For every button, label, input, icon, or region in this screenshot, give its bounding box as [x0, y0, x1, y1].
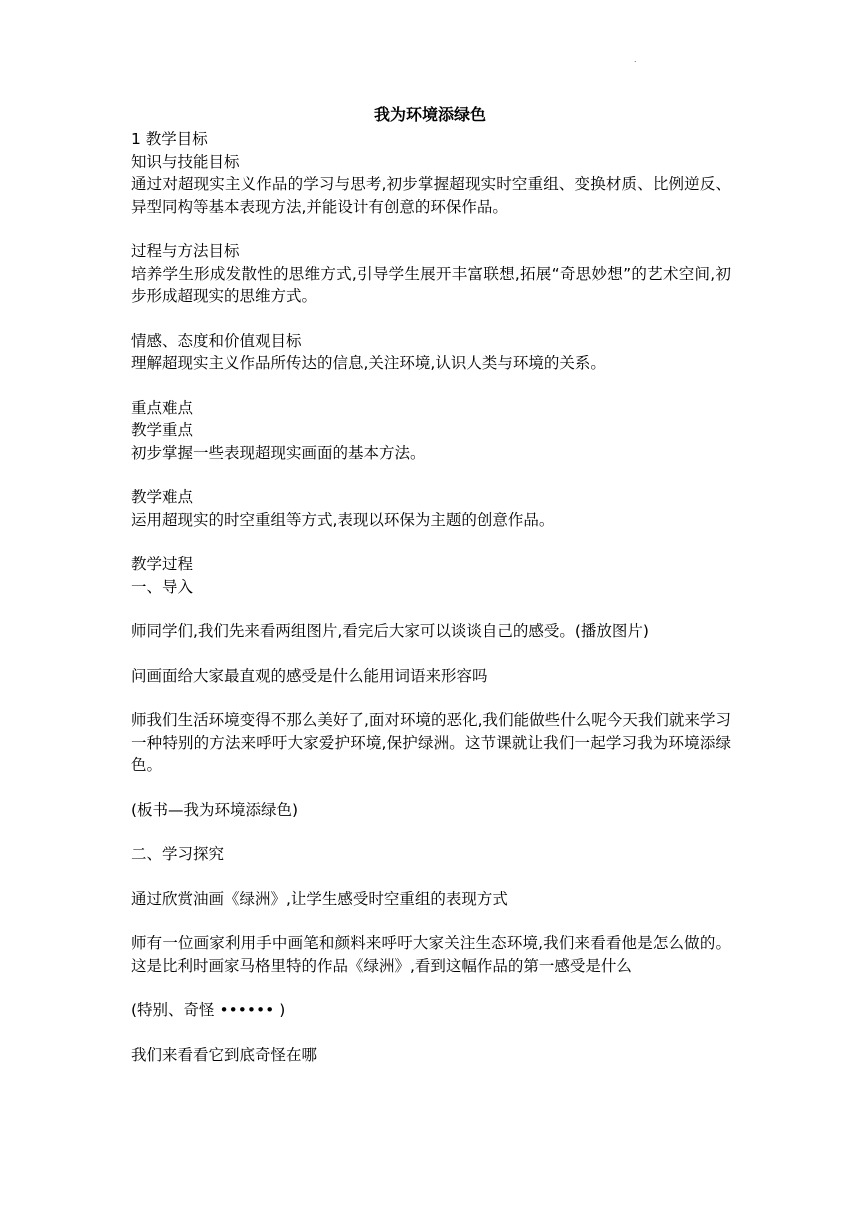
paragraph: 我们来看看它到底奇怪在哪	[131, 1045, 318, 1064]
subheading: 知识与技能目标	[131, 152, 240, 171]
subheading: 一、导入	[131, 577, 194, 596]
paragraph: 师有一位画家利用手中画笔和颜料来呼吁大家关注生态环境,我们来看看他是怎么做的。这是比利时画家马格里特的作品《绿洲》,看到这幅作品的第一感受是什么	[131, 934, 731, 975]
paragraph: (板书—我为环境添绿色)	[131, 800, 299, 819]
paragraph: 师我们生活环境变得不那么美好了,面对环境的恶化,我们能做些什么呢今天我们就来学习一种特别的方法来呼吁大家爱护环境,保护绿洲。这节课就让我们一起学习我为环境添绿色。	[131, 711, 731, 774]
subheading: 过程与方法目标	[131, 242, 240, 260]
document-body	[131, 128, 731, 1066]
paragraph: 理解超现实主义作品所传达的信息,关注环境,认识人类与环境的关系。	[131, 354, 606, 372]
paragraph: 问画面给大家最直观的感受是什么能用词语来形容吗	[131, 666, 488, 685]
subheading: 教学难点	[131, 488, 194, 506]
section-heading: 1 教学目标	[131, 130, 208, 148]
paragraph: 通过欣赏油画《绿洲》,让学生感受时空重组的表现方式	[131, 889, 508, 908]
document-title: 我为环境添绿色	[373, 105, 486, 124]
section-heading: 重点难点	[131, 398, 194, 417]
section-heading: 二、学习探究	[131, 845, 225, 863]
paragraph: 运用超现实的时空重组等方式,表现以环保为主题的创意作品。	[131, 510, 555, 529]
paragraph: 培养学生形成发散性的思维方式,引导学生展开丰富联想,拓展“奇思妙想”的艺术空间,初步形成超现实的思维方式。	[131, 264, 731, 305]
paragraph: (特别、奇怪 •••••• )	[131, 1001, 286, 1019]
paragraph: 通过对超现实主义作品的学习与思考,初步掌握超现实时空重组、变换材质、比例逆反、异型同构等基本表现方法,并能设计有创意的环保作品。	[131, 175, 731, 216]
section-heading: 教学过程	[131, 555, 194, 573]
subheading: 教学重点	[131, 421, 194, 439]
paragraph: 师同学们,我们先来看两组图片,看完后大家可以谈谈自己的感受。(播放图片)	[131, 622, 649, 640]
paragraph: 初步掌握一些表现超现实画面的基本方法。	[131, 443, 426, 462]
subheading: 情感、态度和价值观目标	[131, 331, 302, 350]
corner-mark: .	[634, 54, 637, 64]
